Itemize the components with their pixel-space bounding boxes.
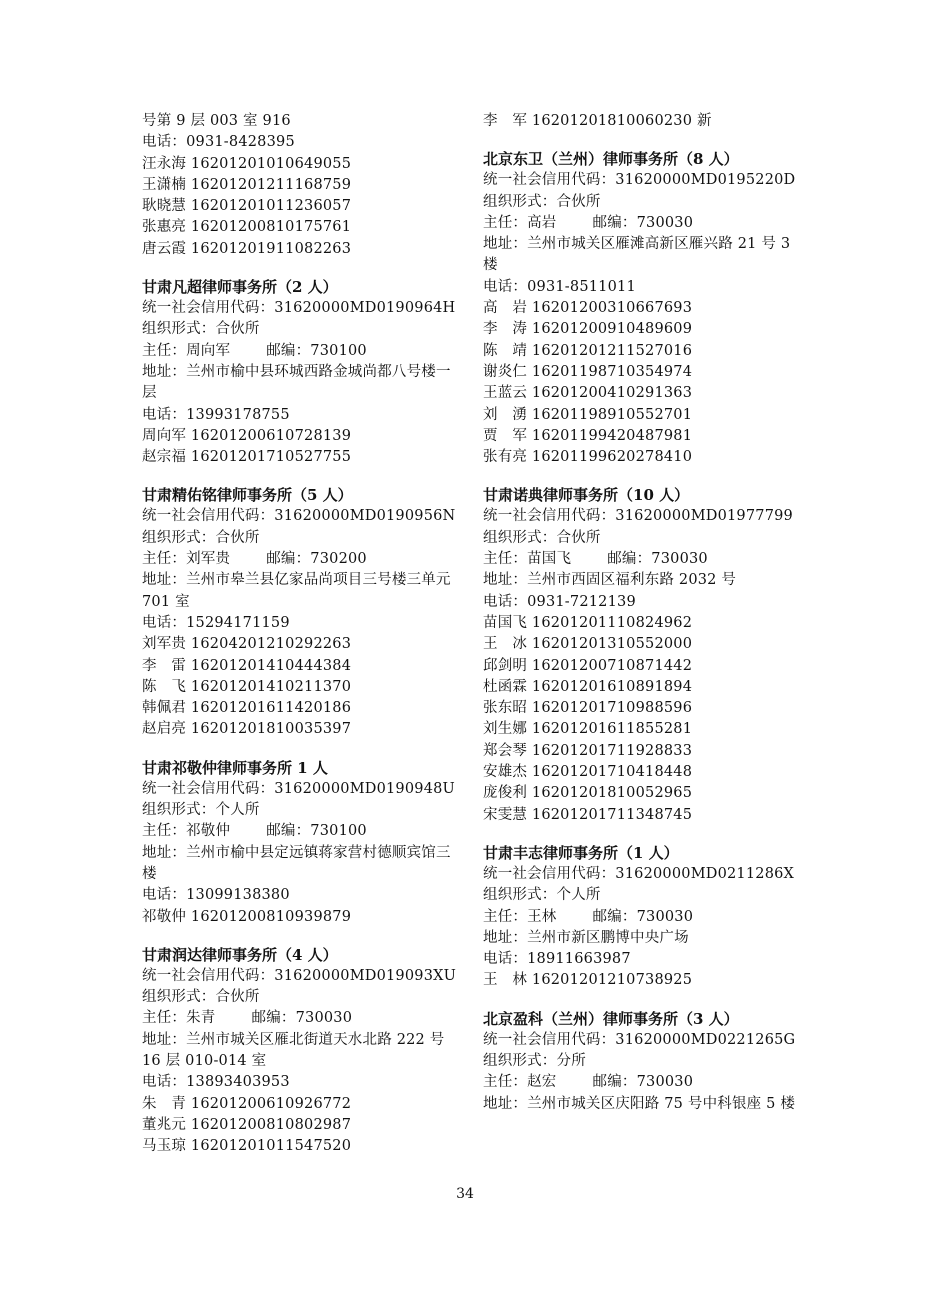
org-form: 组织形式：合伙所 xyxy=(483,529,601,546)
firm-entry xyxy=(142,757,457,928)
director: 主任：王林 xyxy=(483,908,557,925)
phone: 电话：0931-8511011 xyxy=(483,278,636,295)
firm-entry xyxy=(483,842,798,992)
lawyer-row: 张有亮 16201199620278410 xyxy=(483,449,693,466)
org-form: 组织形式：合伙所 xyxy=(483,193,601,210)
firm-entry xyxy=(142,484,457,740)
director: 主任：祁敬仲 xyxy=(142,823,231,840)
postcode: 邮编：730030 xyxy=(251,1010,353,1027)
lawyer-row: 周向军 16201200610728139 xyxy=(142,427,352,444)
postcode: 邮编：730030 xyxy=(607,551,708,568)
address: 地址：兰州市榆中县定远镇蒋家营村德顺宾馆三楼 xyxy=(142,844,451,882)
credit-code: 统一社会信用代码：31620000MD0195220D xyxy=(483,172,796,189)
lawyer-row: 陈 靖 16201201211527016 xyxy=(483,342,693,359)
phone: 电话：13893403953 xyxy=(142,1074,290,1091)
lawyer-row: 宋雯慧 16201201711348745 xyxy=(483,806,693,823)
lawyer-row: 张东昭 16201201710988596 xyxy=(483,700,693,717)
firm-entry xyxy=(483,484,798,825)
director-line xyxy=(142,1008,457,1029)
carryover-line: 号第 9 层 003 室 916 xyxy=(142,113,291,129)
director-line xyxy=(483,907,798,928)
carryover-line: 王潇楠 16201201211168759 xyxy=(142,176,352,193)
firm-title: 甘肃凡超律师事务所（2 人） xyxy=(142,278,338,297)
firm-title: 甘肃润达律师事务所（4 人） xyxy=(142,945,338,964)
carryover-line: 耿晓慧 16201201011236057 xyxy=(142,198,352,215)
lawyer-row: 朱 青 16201200610926772 xyxy=(142,1095,352,1112)
lawyer-row: 刘 湧 16201198910552701 xyxy=(483,406,693,423)
lawyer-row: 刘生娜 16201201611855281 xyxy=(483,721,693,738)
director-line xyxy=(483,213,798,234)
lawyer-row: 马玉琼 16201201011547520 xyxy=(142,1138,352,1155)
credit-code: 统一社会信用代码：31620000MD0211286X xyxy=(483,865,795,882)
carryover-line: 唐云霞 16201201911082263 xyxy=(142,240,352,257)
lawyer-row: 王 林 16201201210738925 xyxy=(483,972,693,989)
address: 地址：兰州市皋兰县亿家品尚项目三号楼三单元 701 室 xyxy=(142,572,451,610)
left-column xyxy=(142,111,457,1157)
address: 地址：兰州市榆中县环城西路金城尚都八号楼一层 xyxy=(142,363,451,402)
carryover-block xyxy=(483,111,798,132)
firm-title: 甘肃丰志律师事务所（1 人） xyxy=(483,843,679,862)
lawyer-row: 谢炎仁 16201198710354974 xyxy=(483,363,693,380)
director-line xyxy=(142,341,457,362)
address: 地址：兰州市新区鹏博中央广场 xyxy=(483,929,689,946)
director: 主任：赵宏 xyxy=(483,1074,557,1091)
postcode: 邮编：730030 xyxy=(592,214,694,231)
phone: 电话：13993178755 xyxy=(142,406,290,423)
firm-title: 甘肃诺典律师事务所（10 人） xyxy=(483,486,690,505)
lawyer-row: 李 涛 16201200910489609 xyxy=(483,321,693,338)
postcode: 邮编：730030 xyxy=(592,1074,694,1091)
phone: 电话：13099138380 xyxy=(142,887,290,904)
firm-entry xyxy=(483,1008,798,1115)
phone: 电话：0931-7212139 xyxy=(483,593,636,610)
credit-code: 统一社会信用代码：31620000MD0190956N xyxy=(142,508,456,525)
firm-title: 北京盈科（兰州）律师事务所（3 人） xyxy=(483,1009,739,1028)
director: 主任：高岩 xyxy=(483,214,557,231)
phone: 电话：18911663987 xyxy=(483,951,631,968)
lawyer-row: 赵启亮 16201201810035397 xyxy=(142,721,352,738)
lawyer-row: 董兆元 16201200810802987 xyxy=(142,1116,352,1133)
firm-entry xyxy=(142,944,457,1158)
address: 地址：兰州市城关区雁滩高新区雁兴路 21 号 3 楼 xyxy=(483,236,791,274)
address: 地址：兰州市城关区雁北街道天水北路 222 号 16 层 010-014 室 xyxy=(142,1031,445,1069)
credit-code: 统一社会信用代码：31620000MD019093XU xyxy=(142,967,457,984)
phone: 电话：15294171159 xyxy=(142,614,290,631)
carryover-line: 电话：0931-8428395 xyxy=(142,134,295,151)
right-column xyxy=(483,111,798,1115)
firm-entry xyxy=(142,276,457,468)
lawyer-row: 王 冰 16201201310552000 xyxy=(483,636,693,653)
director: 主任：朱青 xyxy=(142,1010,216,1027)
lawyer-row: 安雄杰 16201201710418448 xyxy=(483,764,693,781)
director: 主任：苗国飞 xyxy=(483,551,572,568)
director-line xyxy=(483,1072,798,1093)
carryover-line: 李 军 16201201810060230 新 xyxy=(483,113,712,129)
org-form: 组织形式：个人所 xyxy=(142,802,260,819)
postcode: 邮编：730200 xyxy=(266,551,367,568)
lawyer-row: 韩佩君 16201201611420186 xyxy=(142,700,352,717)
lawyer-row: 贾 军 16201199420487981 xyxy=(483,427,693,444)
credit-code: 统一社会信用代码：31620000MD01977799 xyxy=(483,508,793,525)
address: 地址：兰州市西固区福利东路 2032 号 xyxy=(483,572,737,589)
credit-code: 统一社会信用代码：31620000MD0190948U xyxy=(142,780,455,797)
lawyer-row: 祁敬仲 16201200810939879 xyxy=(142,908,352,925)
director-line xyxy=(142,549,457,570)
lawyer-row: 庞俊利 16201201810052965 xyxy=(483,785,693,802)
director: 主任：周向军 xyxy=(142,342,231,359)
lawyer-row: 李 雷 16201201410444384 xyxy=(142,657,352,674)
postcode: 邮编：730100 xyxy=(266,823,367,840)
postcode: 邮编：730030 xyxy=(592,908,694,925)
credit-code: 统一社会信用代码：31620000MD0221265G xyxy=(483,1031,796,1048)
org-form: 组织形式：个人所 xyxy=(483,887,601,904)
firm-title: 甘肃祁敬仲律师事务所 1 人 xyxy=(142,758,328,777)
carryover-line: 张惠亮 16201200810175761 xyxy=(142,219,352,236)
lawyer-row: 邱剑明 16201200710871442 xyxy=(483,657,693,674)
carryover-line: 汪永海 16201201010649055 xyxy=(142,155,352,172)
org-form: 组织形式：分所 xyxy=(483,1052,586,1069)
lawyer-row: 郑会琴 16201201711928833 xyxy=(483,742,693,759)
credit-code: 统一社会信用代码：31620000MD0190964H xyxy=(142,300,456,317)
lawyer-row: 高 岩 16201200310667693 xyxy=(483,300,693,317)
org-form: 组织形式：合伙所 xyxy=(142,989,260,1006)
lawyer-row: 杜函霖 16201201610891894 xyxy=(483,678,693,695)
carryover-block xyxy=(142,111,457,260)
lawyer-row: 陈 飞 16201201410211370 xyxy=(142,678,352,695)
director-line xyxy=(142,821,457,842)
director-line xyxy=(483,549,798,570)
postcode: 邮编：730100 xyxy=(266,342,367,359)
org-form: 组织形式：合伙所 xyxy=(142,529,260,546)
lawyer-row: 刘军贵 16204201210292263 xyxy=(142,636,352,653)
lawyer-row: 王蓝云 16201200410291363 xyxy=(483,385,693,402)
firm-title: 北京东卫（兰州）律师事务所（8 人） xyxy=(483,150,739,169)
firm-entry xyxy=(483,148,798,468)
page-number: 34 xyxy=(456,1186,474,1202)
lawyer-row: 苗国飞 16201201110824962 xyxy=(483,614,693,631)
org-form: 组织形式：合伙所 xyxy=(142,321,260,338)
lawyer-row: 赵宗福 16201201710527755 xyxy=(142,449,352,466)
director: 主任：刘军贵 xyxy=(142,551,231,568)
firm-title: 甘肃精佑铭律师事务所（5 人） xyxy=(142,486,353,505)
address: 地址：兰州市城关区庆阳路 75 号中科银座 5 楼 xyxy=(483,1095,796,1112)
